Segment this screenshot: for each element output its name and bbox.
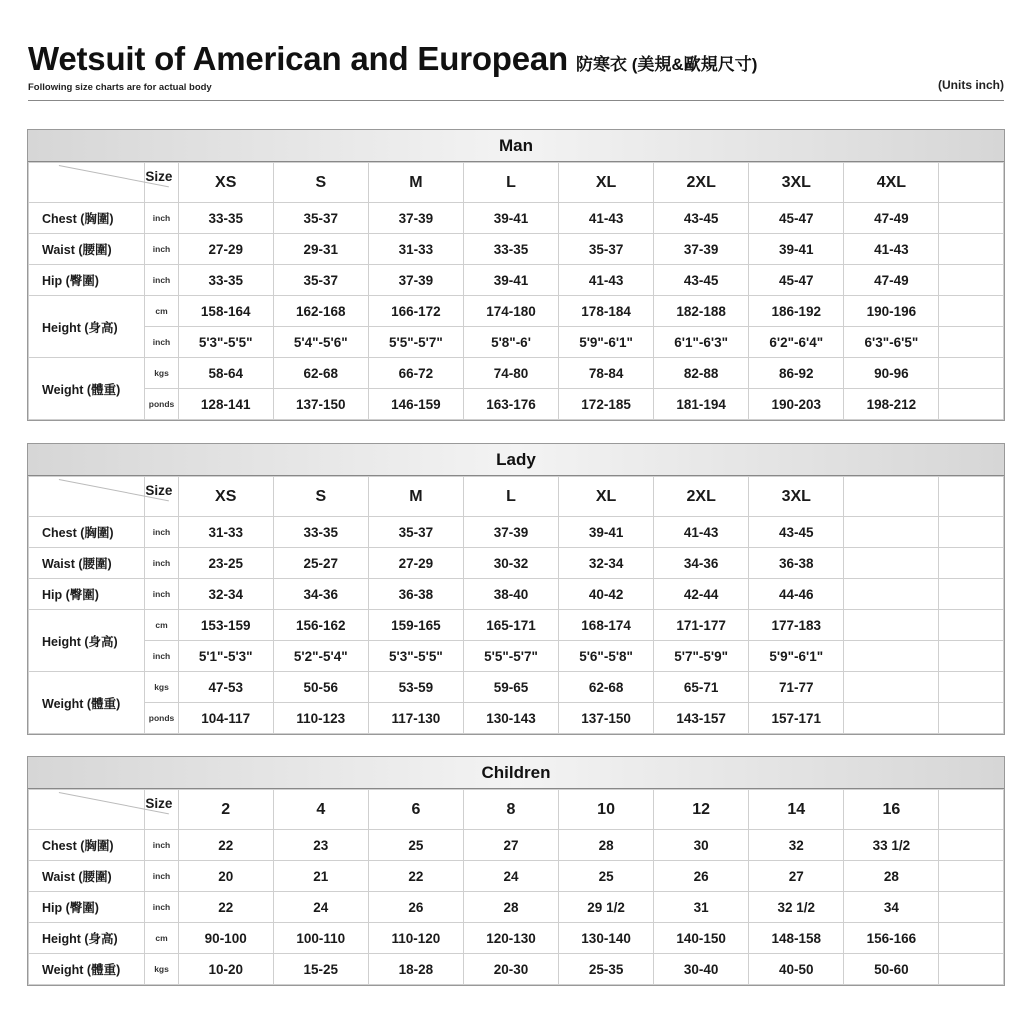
size-column-header: XS	[178, 477, 273, 517]
size-label: Size	[145, 163, 178, 203]
value-cell: 29 1/2	[559, 892, 654, 923]
value-cell: 162-168	[273, 296, 368, 327]
value-cell: 39-41	[463, 203, 558, 234]
value-cell: 65-71	[654, 672, 749, 703]
measure-label: Hip (臀圍)	[29, 265, 145, 296]
value-cell: 30	[654, 830, 749, 861]
value-cell: 15-25	[273, 954, 368, 985]
size-column-header: S	[273, 163, 368, 203]
table-row	[29, 861, 1004, 892]
size-header-corner	[29, 163, 145, 203]
table-row	[29, 234, 1004, 265]
size-column-header: 3XL	[749, 477, 844, 517]
value-cell: 120-130	[463, 923, 558, 954]
value-cell: 171-177	[654, 610, 749, 641]
empty-cell	[939, 892, 1004, 923]
empty-cell	[939, 358, 1004, 389]
size-header-row	[29, 477, 1004, 517]
empty-cell	[939, 861, 1004, 892]
value-cell: 143-157	[654, 703, 749, 734]
value-cell	[844, 703, 939, 734]
size-column-header: M	[368, 477, 463, 517]
measure-label: Height (身高)	[29, 296, 145, 358]
value-cell: 35-37	[559, 234, 654, 265]
value-cell: 5'5"-5'7"	[463, 641, 558, 672]
unit-label: inch	[145, 517, 178, 548]
empty-cell	[939, 517, 1004, 548]
value-cell: 18-28	[368, 954, 463, 985]
unit-label: cm	[145, 923, 178, 954]
size-column-header: 4	[273, 790, 368, 830]
measure-label: Chest (胸圍)	[29, 517, 145, 548]
value-cell: 40-42	[559, 579, 654, 610]
table-row	[29, 830, 1004, 861]
empty-cell	[939, 672, 1004, 703]
value-cell: 146-159	[368, 389, 463, 420]
value-cell: 24	[273, 892, 368, 923]
size-column-header: 2	[178, 790, 273, 830]
value-cell: 33-35	[463, 234, 558, 265]
size-column-header: 4XL	[844, 163, 939, 203]
value-cell: 10-20	[178, 954, 273, 985]
value-cell: 71-77	[749, 672, 844, 703]
empty-cell	[939, 203, 1004, 234]
value-cell: 27-29	[178, 234, 273, 265]
value-cell: 37-39	[654, 234, 749, 265]
size-column-header: XL	[559, 477, 654, 517]
value-cell: 22	[178, 892, 273, 923]
value-cell: 37-39	[368, 265, 463, 296]
value-cell: 36-38	[368, 579, 463, 610]
size-header-corner	[29, 790, 145, 830]
children-size-chart	[27, 756, 1005, 986]
value-cell: 177-183	[749, 610, 844, 641]
measure-label: Hip (臀圍)	[29, 892, 145, 923]
value-cell: 28	[844, 861, 939, 892]
empty-cell	[939, 296, 1004, 327]
empty-cell	[939, 790, 1004, 830]
table-row	[29, 610, 1004, 641]
value-cell: 22	[178, 830, 273, 861]
value-cell: 5'9"-6'1"	[749, 641, 844, 672]
unit-label: inch	[145, 203, 178, 234]
value-cell: 66-72	[368, 358, 463, 389]
size-column-header: XS	[178, 163, 273, 203]
empty-cell	[939, 954, 1004, 985]
value-cell: 163-176	[463, 389, 558, 420]
value-cell: 47-49	[844, 265, 939, 296]
empty-cell	[939, 923, 1004, 954]
value-cell: 5'3"-5'5"	[368, 641, 463, 672]
table-row	[29, 548, 1004, 579]
title-row	[28, 40, 1008, 78]
size-column-header: L	[463, 163, 558, 203]
value-cell: 104-117	[178, 703, 273, 734]
empty-cell	[939, 548, 1004, 579]
value-cell: 41-43	[844, 234, 939, 265]
value-cell: 33-35	[178, 203, 273, 234]
value-cell: 34-36	[654, 548, 749, 579]
value-cell: 172-185	[559, 389, 654, 420]
value-cell: 100-110	[273, 923, 368, 954]
units-note: (Units inch)	[938, 78, 1004, 92]
size-column-header: 12	[654, 790, 749, 830]
empty-cell	[939, 389, 1004, 420]
value-cell	[844, 610, 939, 641]
value-cell: 33-35	[273, 517, 368, 548]
empty-cell	[939, 610, 1004, 641]
value-cell: 50-60	[844, 954, 939, 985]
value-cell: 30-32	[463, 548, 558, 579]
measure-label: Weight (體重)	[29, 954, 145, 985]
unit-label: cm	[145, 296, 178, 327]
value-cell: 24	[463, 861, 558, 892]
value-cell: 45-47	[749, 265, 844, 296]
value-cell: 90-100	[178, 923, 273, 954]
value-cell: 165-171	[463, 610, 558, 641]
measure-label: Height (身高)	[29, 610, 145, 672]
value-cell: 29-31	[273, 234, 368, 265]
measure-label: Waist (腰圍)	[29, 234, 145, 265]
measure-label: Waist (腰圍)	[29, 548, 145, 579]
size-column-header: 8	[463, 790, 558, 830]
value-cell: 41-43	[559, 265, 654, 296]
value-cell: 44-46	[749, 579, 844, 610]
value-cell: 90-96	[844, 358, 939, 389]
header-divider	[28, 100, 1004, 101]
table-row	[29, 641, 1004, 672]
value-cell: 62-68	[559, 672, 654, 703]
value-cell: 62-68	[273, 358, 368, 389]
value-cell: 20	[178, 861, 273, 892]
value-cell: 158-164	[178, 296, 273, 327]
size-column-header: 16	[844, 790, 939, 830]
value-cell: 186-192	[749, 296, 844, 327]
value-cell: 6'3"-6'5"	[844, 327, 939, 358]
value-cell: 25	[368, 830, 463, 861]
value-cell: 5'3"-5'5"	[178, 327, 273, 358]
value-cell	[844, 579, 939, 610]
unit-label: cm	[145, 610, 178, 641]
value-cell: 42-44	[654, 579, 749, 610]
unit-label: kgs	[145, 954, 178, 985]
measure-label: Weight (體重)	[29, 358, 145, 420]
size-table	[28, 162, 1004, 420]
unit-label: kgs	[145, 358, 178, 389]
value-cell: 32	[749, 830, 844, 861]
unit-label: inch	[145, 892, 178, 923]
table-row	[29, 672, 1004, 703]
value-cell: 28	[463, 892, 558, 923]
value-cell: 41-43	[559, 203, 654, 234]
table-row	[29, 203, 1004, 234]
empty-cell	[939, 641, 1004, 672]
value-cell: 130-143	[463, 703, 558, 734]
size-header-corner	[29, 477, 145, 517]
empty-cell	[939, 265, 1004, 296]
value-cell: 39-41	[559, 517, 654, 548]
value-cell: 82-88	[654, 358, 749, 389]
section-title: Lady	[28, 444, 1004, 476]
value-cell: 35-37	[368, 517, 463, 548]
table-row	[29, 703, 1004, 734]
unit-label: inch	[145, 548, 178, 579]
value-cell: 37-39	[463, 517, 558, 548]
value-cell: 178-184	[559, 296, 654, 327]
measure-label: Waist (腰圍)	[29, 861, 145, 892]
value-cell: 190-196	[844, 296, 939, 327]
unit-label: ponds	[145, 389, 178, 420]
table-row	[29, 327, 1004, 358]
value-cell: 137-150	[273, 389, 368, 420]
value-cell: 182-188	[654, 296, 749, 327]
value-cell: 45-47	[749, 203, 844, 234]
empty-cell	[939, 477, 1004, 517]
measure-label: Weight (體重)	[29, 672, 145, 734]
value-cell: 32-34	[178, 579, 273, 610]
empty-cell	[939, 579, 1004, 610]
value-cell: 156-166	[844, 923, 939, 954]
section-title: Children	[28, 757, 1004, 789]
table-row	[29, 265, 1004, 296]
man-size-chart	[27, 129, 1005, 421]
size-column-header: 14	[749, 790, 844, 830]
value-cell: 38-40	[463, 579, 558, 610]
unit-label: inch	[145, 641, 178, 672]
value-cell: 58-64	[178, 358, 273, 389]
value-cell: 27	[749, 861, 844, 892]
table-row	[29, 579, 1004, 610]
value-cell: 50-56	[273, 672, 368, 703]
value-cell: 5'8"-6'	[463, 327, 558, 358]
page-header	[28, 40, 1008, 104]
page-title-chinese: 防寒衣 (美規&歐規尺寸)	[576, 55, 758, 74]
value-cell: 30-40	[654, 954, 749, 985]
value-cell	[844, 548, 939, 579]
value-cell: 47-49	[844, 203, 939, 234]
value-cell: 23-25	[178, 548, 273, 579]
section-title: Man	[28, 130, 1004, 162]
size-column-header: 3XL	[749, 163, 844, 203]
value-cell: 26	[368, 892, 463, 923]
table-row	[29, 892, 1004, 923]
value-cell: 43-45	[749, 517, 844, 548]
value-cell: 130-140	[559, 923, 654, 954]
value-cell: 22	[368, 861, 463, 892]
value-cell	[844, 517, 939, 548]
value-cell: 156-162	[273, 610, 368, 641]
value-cell: 159-165	[368, 610, 463, 641]
value-cell: 137-150	[559, 703, 654, 734]
table-row	[29, 517, 1004, 548]
value-cell: 5'7"-5'9"	[654, 641, 749, 672]
value-cell: 35-37	[273, 265, 368, 296]
value-cell: 20-30	[463, 954, 558, 985]
value-cell: 23	[273, 830, 368, 861]
value-cell: 39-41	[463, 265, 558, 296]
value-cell: 53-59	[368, 672, 463, 703]
table-row	[29, 923, 1004, 954]
value-cell: 5'5"-5'7"	[368, 327, 463, 358]
size-header-row	[29, 790, 1004, 830]
value-cell: 5'9"-6'1"	[559, 327, 654, 358]
value-cell: 27-29	[368, 548, 463, 579]
size-label: Size	[145, 790, 178, 830]
value-cell: 5'1"-5'3"	[178, 641, 273, 672]
value-cell: 34	[844, 892, 939, 923]
measure-label: Chest (胸圍)	[29, 830, 145, 861]
value-cell: 59-65	[463, 672, 558, 703]
value-cell: 33-35	[178, 265, 273, 296]
size-column-header: XL	[559, 163, 654, 203]
value-cell: 6'1"-6'3"	[654, 327, 749, 358]
value-cell: 5'6"-5'8"	[559, 641, 654, 672]
empty-cell	[939, 703, 1004, 734]
page-title: Wetsuit of American and European	[28, 40, 569, 77]
value-cell: 168-174	[559, 610, 654, 641]
value-cell: 32-34	[559, 548, 654, 579]
table-row	[29, 389, 1004, 420]
empty-cell	[939, 830, 1004, 861]
measure-label: Height (身高)	[29, 923, 145, 954]
value-cell: 28	[559, 830, 654, 861]
value-cell: 25-35	[559, 954, 654, 985]
value-cell: 140-150	[654, 923, 749, 954]
unit-label: inch	[145, 327, 178, 358]
value-cell: 25	[559, 861, 654, 892]
size-column-header: 2XL	[654, 163, 749, 203]
value-cell: 31-33	[368, 234, 463, 265]
measure-label: Hip (臀圍)	[29, 579, 145, 610]
lady-size-chart	[27, 443, 1005, 735]
unit-label: inch	[145, 861, 178, 892]
value-cell: 86-92	[749, 358, 844, 389]
value-cell: 128-141	[178, 389, 273, 420]
value-cell: 6'2"-6'4"	[749, 327, 844, 358]
unit-label: inch	[145, 830, 178, 861]
size-column-header: 10	[559, 790, 654, 830]
size-header-row	[29, 163, 1004, 203]
value-cell: 117-130	[368, 703, 463, 734]
page-subtitle: Following size charts are for actual body	[28, 82, 212, 93]
value-cell	[844, 641, 939, 672]
size-column-header	[844, 477, 939, 517]
table-row	[29, 954, 1004, 985]
value-cell: 35-37	[273, 203, 368, 234]
value-cell: 27	[463, 830, 558, 861]
unit-label: kgs	[145, 672, 178, 703]
value-cell: 157-171	[749, 703, 844, 734]
value-cell	[844, 672, 939, 703]
value-cell: 74-80	[463, 358, 558, 389]
value-cell: 5'2"-5'4"	[273, 641, 368, 672]
table-row	[29, 296, 1004, 327]
size-label: Size	[145, 477, 178, 517]
table-row	[29, 358, 1004, 389]
value-cell: 148-158	[749, 923, 844, 954]
value-cell: 110-120	[368, 923, 463, 954]
empty-cell	[939, 234, 1004, 265]
size-column-header: 6	[368, 790, 463, 830]
value-cell: 39-41	[749, 234, 844, 265]
value-cell: 34-36	[273, 579, 368, 610]
value-cell: 110-123	[273, 703, 368, 734]
value-cell: 78-84	[559, 358, 654, 389]
value-cell: 190-203	[749, 389, 844, 420]
unit-label: inch	[145, 234, 178, 265]
unit-label: ponds	[145, 703, 178, 734]
size-table	[28, 476, 1004, 734]
value-cell: 36-38	[749, 548, 844, 579]
value-cell: 198-212	[844, 389, 939, 420]
value-cell: 174-180	[463, 296, 558, 327]
value-cell: 43-45	[654, 265, 749, 296]
value-cell: 166-172	[368, 296, 463, 327]
size-column-header: L	[463, 477, 558, 517]
value-cell: 47-53	[178, 672, 273, 703]
value-cell: 25-27	[273, 548, 368, 579]
value-cell: 5'4"-5'6"	[273, 327, 368, 358]
value-cell: 153-159	[178, 610, 273, 641]
empty-cell	[939, 163, 1004, 203]
measure-label: Chest (胸圍)	[29, 203, 145, 234]
value-cell: 41-43	[654, 517, 749, 548]
unit-label: inch	[145, 579, 178, 610]
size-column-header: S	[273, 477, 368, 517]
value-cell: 37-39	[368, 203, 463, 234]
value-cell: 43-45	[654, 203, 749, 234]
value-cell: 40-50	[749, 954, 844, 985]
empty-cell	[939, 327, 1004, 358]
value-cell: 21	[273, 861, 368, 892]
value-cell: 33 1/2	[844, 830, 939, 861]
value-cell: 31-33	[178, 517, 273, 548]
value-cell: 32 1/2	[749, 892, 844, 923]
size-table	[28, 789, 1004, 985]
value-cell: 31	[654, 892, 749, 923]
unit-label: inch	[145, 265, 178, 296]
value-cell: 26	[654, 861, 749, 892]
size-column-header: 2XL	[654, 477, 749, 517]
size-column-header: M	[368, 163, 463, 203]
value-cell: 181-194	[654, 389, 749, 420]
